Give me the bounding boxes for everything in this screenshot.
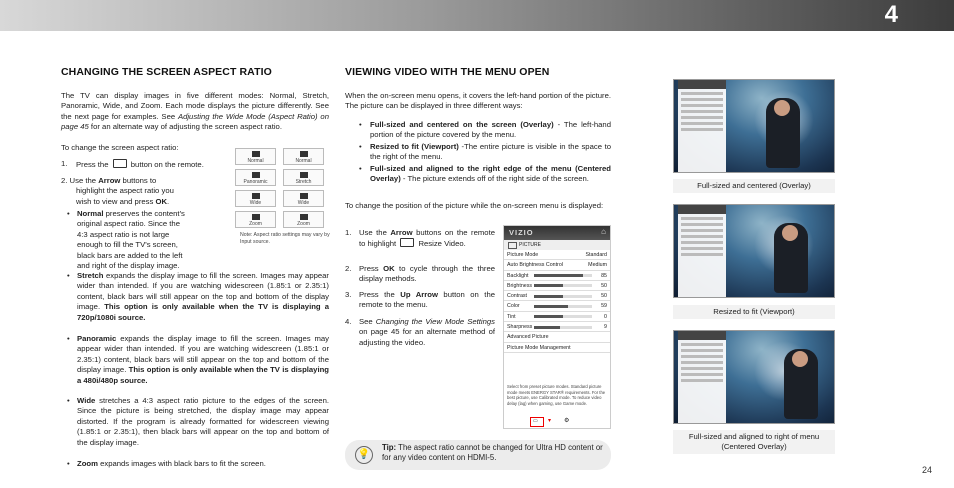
tv-menu-row[interactable] — [504, 260, 610, 270]
tv-menu-slider — [534, 305, 592, 308]
tv-menu-slider-fill — [534, 274, 583, 277]
mode-normal-icon: Normal — [283, 148, 324, 165]
tv-menu-slider-fill — [534, 305, 568, 308]
mode-panoramic-icon: Panoramic — [235, 169, 276, 186]
mid-step-1: 1. Use the Arrow buttons on the remote to highlight Resize Video. — [345, 228, 495, 249]
mode-stretch-icon: Stretch — [283, 169, 324, 186]
step-2: 2. Use the Arrow buttons to highlight the aspect ratio you wish to view and press OK. — [61, 176, 174, 206]
chapter-number: 4 — [884, 1, 898, 28]
centered-overlay-screenshot — [673, 330, 835, 424]
page-reference-link[interactable]: Adjusting the Wide Mode (Aspect Ratio) on page 45 — [61, 111, 329, 132]
tv-menu-row-label: Brightness — [507, 282, 533, 289]
tv-menu-slider-fill — [534, 326, 560, 329]
menu-description: Select from preset picture modes. Standard picture mode meets ENERGY STAR® requirements. For the best picture, use Calibrated mode. To reduce video delay (lag) when gaming, use Game mode. — [507, 384, 606, 406]
bullet-overlay: • Full-sized and centered on the screen (Overlay) - The left-hand portion of the picture covered by the menu. — [359, 120, 611, 140]
home-icon: ⌂ — [601, 227, 606, 236]
page-number: 24 — [922, 465, 933, 475]
mode-zoom-icon: Zoom — [235, 211, 276, 228]
tv-menu-slider — [534, 295, 592, 298]
tv-menu-slider — [534, 274, 592, 277]
aspect-mode-grid — [235, 148, 329, 228]
picture-section-label: PICTURE — [504, 240, 610, 250]
mid-step-2: 2. Press OK to cycle through the three display methods. — [345, 264, 495, 284]
menu-icon-bar — [520, 417, 590, 427]
header-bar — [0, 0, 954, 31]
page-reference-link[interactable]: Changing the View Mode Settings — [375, 317, 495, 326]
tv-menu-row[interactable] — [504, 322, 610, 332]
tv-menu-row-label: Picture Mode Management — [507, 344, 571, 351]
intro-paragraph: The TV can display images in five different modes: Normal, Stretch, Panoramic, Wide, and Zoom. Each mode displays the picture differently. See the next page for examples. See Adjusting the Wide Mode (Aspect Ratio) on page 45 for an alternate way of adjusting the screen aspect ratio. — [61, 91, 329, 132]
tv-menu-row-label: Tint — [507, 313, 516, 320]
mid-step-3: 3. Press the Up Arrow button on the remote to the menu. — [345, 290, 495, 310]
tv-menu-slider — [534, 315, 592, 318]
tv-menu-row-label: Sharpness — [507, 324, 533, 331]
tv-menu-slider — [534, 326, 592, 329]
tv-menu-slider-fill — [534, 284, 563, 287]
wide-button-icon — [113, 159, 127, 168]
tv-menu-row[interactable] — [504, 271, 610, 281]
tv-menu-row[interactable] — [504, 291, 610, 301]
tv-menu-row-value: 59 — [601, 303, 607, 310]
viewport-caption: Resized to fit (Viewport) — [673, 305, 835, 319]
resize-icon: ▭ — [533, 418, 538, 424]
mode-wide-icon: Wide — [283, 190, 324, 207]
step-1: 1. Press the button on the remote. — [61, 159, 204, 169]
gear-icon[interactable]: ⚙ — [564, 418, 570, 424]
tv-menu-row-label: Picture Mode — [507, 252, 539, 258]
tv-menu-slider — [534, 284, 592, 287]
bullet-normal: • Normal preserves the content's original aspect ratio. Since the 4:3 aspect ratio is not large enough to fill the TV's screen, black bars are added to the left and right of the display image. — [67, 209, 185, 271]
tv-menu-row[interactable] — [504, 250, 610, 260]
tv-menu-row[interactable] — [504, 312, 610, 322]
tv-menu-row-value: Medium — [588, 262, 607, 269]
intro-paragraph: When the on-screen menu opens, it covers the left-hand portion of the picture. The picture can be displayed in three different ways: — [345, 91, 611, 111]
mode-zoom-icon: Zoom — [283, 211, 324, 228]
resize-video-icon — [400, 238, 414, 247]
bullet-viewport: • Resized to fit (Viewport) -The entire picture is visible in the space to the right of the menu. — [359, 142, 612, 162]
overlay-caption: Full-sized and centered (Overlay) — [673, 179, 835, 193]
bullet-wide: • Wide stretches a 4:3 aspect ratio picture to the edges of the screen. Since the picture is being stretched, the display image may appear distorted. If the program is already formatted for widescreen viewing (1.85:1 or 2.35:1), then black bars will appear on the top and bottom of the display image. — [67, 396, 329, 447]
tv-menu-row-label: Color — [507, 303, 520, 310]
tv-menu-row[interactable] — [504, 301, 610, 311]
tv-menu-row-value: 9 — [604, 324, 607, 331]
tv-menu-row-value: 85 — [601, 272, 607, 279]
to-change-text: To change the screen aspect ratio: — [61, 142, 179, 152]
bullet-panoramic: • Panoramic expands the display image to fill the screen. Images may appear wider than intended. If you are watching widescreen (1.85:1 or 2.35:1) content, black bars will still appear on the top and bottom of the display image. This option is only available when the TV is displaying a 480i/480p source. — [67, 334, 329, 385]
tv-menu-slider-fill — [534, 315, 563, 318]
tv-menu-row-label: Auto Brightness Control — [507, 262, 563, 269]
menu-open-section — [345, 66, 611, 112]
tv-menu-row[interactable] — [504, 281, 610, 291]
overlay-screenshot — [673, 79, 835, 173]
tv-menu-row[interactable] — [504, 332, 610, 342]
tv-menu-slider-fill — [534, 295, 563, 298]
bullet-stretch: • Stretch expands the display image to fill the screen. Images may appear wider than intended. If you are watching widescreen (1.85:1 or 2.35:1) content, black bars will still appear on the top and bottom of the display image. This option is only available when the TV is displaying a 720p/1080i source. — [67, 271, 329, 322]
tip-text: Tip: The aspect ratio cannot be changed for Ultra HD content or for any video content on HDMI-5. — [382, 443, 603, 463]
tv-menu-header — [504, 226, 610, 240]
lightbulb-icon: 💡 — [355, 446, 373, 464]
change-intro: To change the position of the picture while the on-screen menu is displayed: — [345, 201, 604, 210]
vizio-logo: VIZIO — [509, 228, 534, 237]
aspect-ratio-section — [61, 66, 329, 153]
bullet-centered-overlay: • Full-sized and aligned to the right edge of the menu (Centered Overlay) - The picture extends off of the right side of the screen. — [359, 164, 611, 184]
bullet-zoom: • Zoom expands images with black bars to fit the screen. — [67, 459, 266, 468]
tv-menu-row-label: Advanced Picture — [507, 334, 549, 341]
tv-menu-row[interactable] — [504, 343, 610, 353]
section-title: CHANGING THE SCREEN ASPECT RATIO — [61, 66, 272, 78]
tv-menu-row-value: 50 — [601, 293, 607, 300]
tip-box — [345, 440, 611, 470]
tv-menu-row-label: Contrast — [507, 293, 528, 300]
tv-picture-menu — [503, 225, 611, 429]
tv-menu-row-label: Backlight — [507, 272, 529, 279]
section-title: VIEWING VIDEO WITH THE MENU OPEN — [345, 66, 550, 78]
viewport-screenshot — [673, 204, 835, 298]
tv-menu-row-value: 0 — [604, 313, 607, 320]
chevron-down-icon[interactable]: ▾ — [548, 418, 552, 424]
tv-menu-row-value: Standard — [585, 252, 607, 258]
mid-step-4: 4. See Changing the View Mode Settings on page 45 for an alternate method of adjusting the video. — [345, 317, 495, 347]
tv-menu-row-value: 50 — [601, 282, 607, 289]
mode-normal-icon: Normal — [235, 148, 276, 165]
mode-wide-icon: Wide — [235, 190, 276, 207]
centered-overlay-caption: Full-sized and aligned to right of menu (Centered Overlay) — [673, 430, 835, 454]
mode-note: Note: Aspect ratio settings may vary by Input source. — [240, 232, 330, 245]
